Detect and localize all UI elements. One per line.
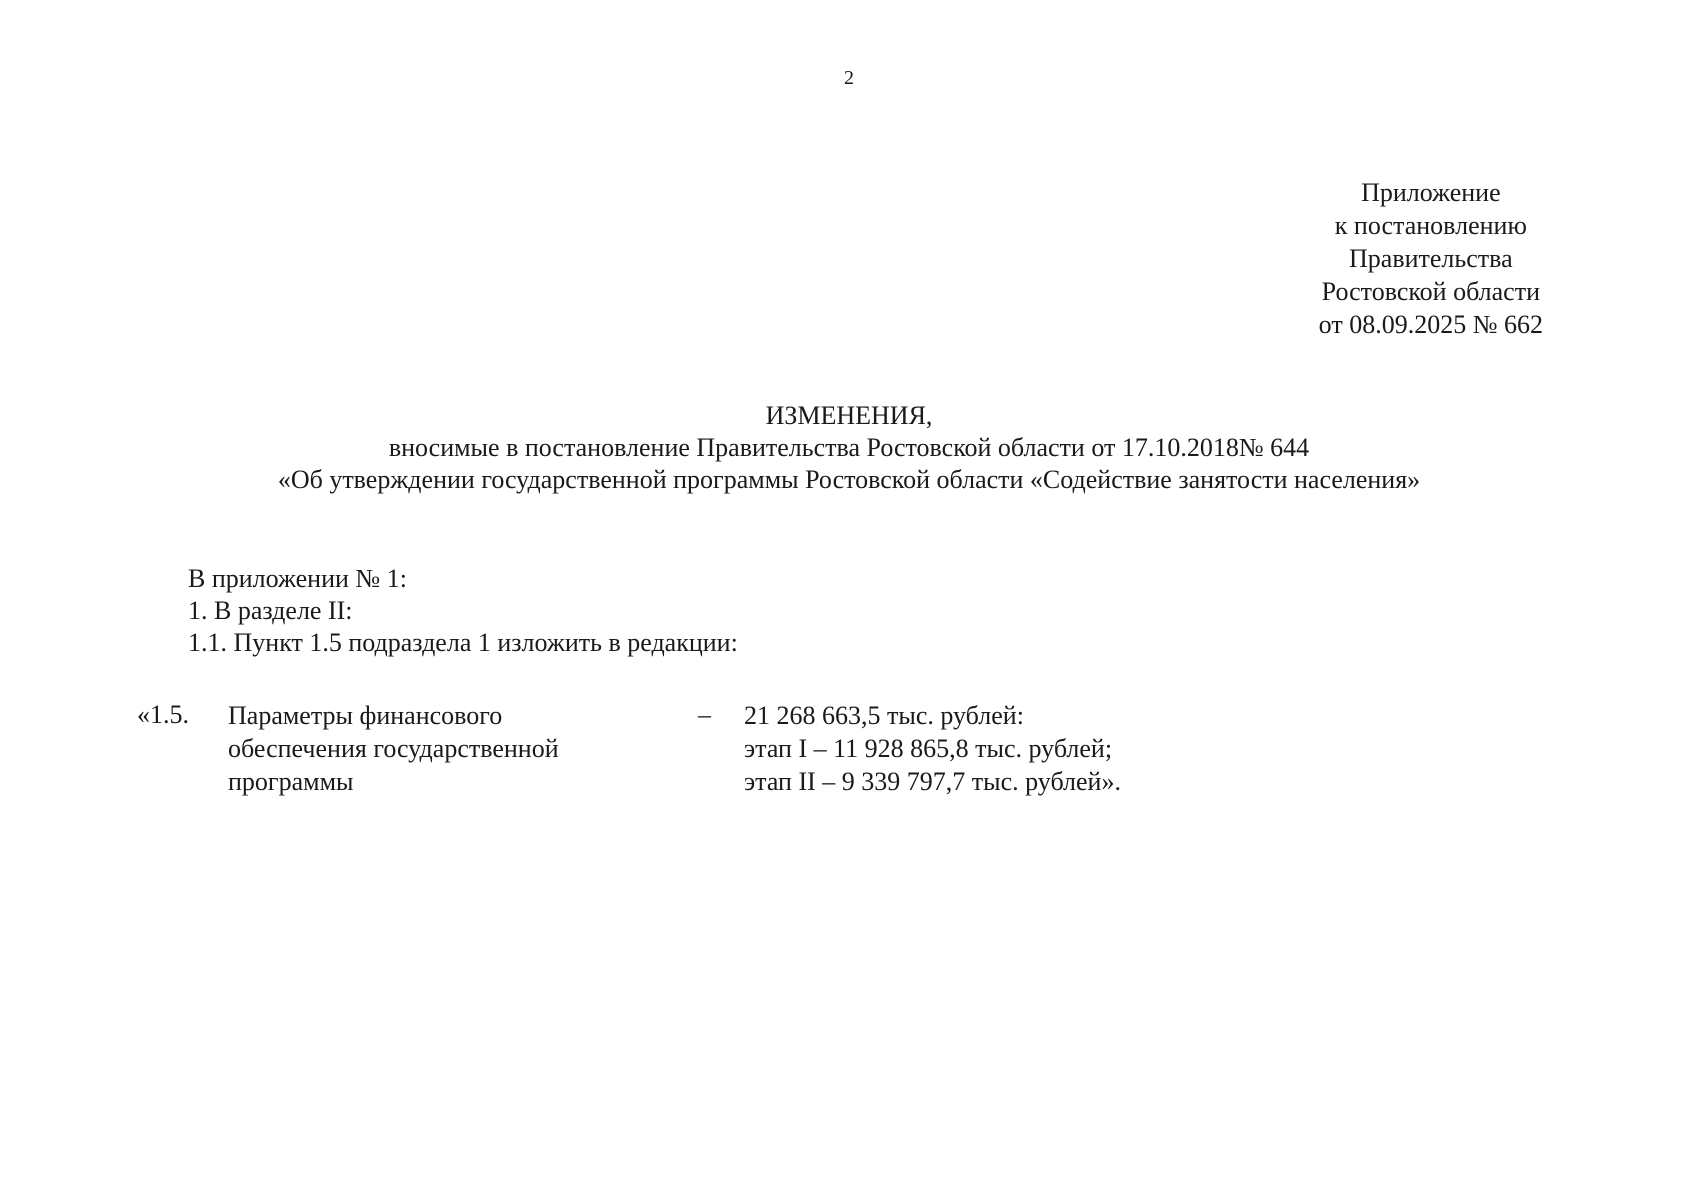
document-title	[0, 400, 1698, 496]
appendix-line: к постановлению	[1334, 211, 1527, 240]
appendix-line: Правительства	[1349, 244, 1513, 273]
item-dash: –	[698, 700, 711, 729]
item-financing-values	[744, 699, 1121, 798]
parameter-line: обеспечения государственной	[228, 734, 559, 763]
parameter-line: Параметры финансового	[228, 701, 503, 730]
body-line: 1.1. Пункт 1.5 подраздела 1 изложить в редакции:	[188, 628, 738, 657]
amendment-instructions	[188, 563, 738, 659]
item-number: «1.5.	[137, 700, 189, 729]
item-parameter-name	[228, 699, 559, 798]
appendix-line: Ростовской области	[1321, 277, 1540, 306]
appendix-line: Приложение	[1361, 178, 1501, 207]
value-total: 21 268 663,5 тыс. рублей:	[744, 701, 1024, 730]
page-number: 2	[844, 67, 854, 89]
appendix-approval-block	[1319, 176, 1543, 341]
value-stage-2: этап II – 9 339 797,7 тыс. рублей».	[744, 767, 1121, 796]
title-heading: ИЗМЕНЕНИЯ,	[765, 401, 933, 430]
title-subtitle: вносимые в постановление Правительства Ростовской области от 17.10.2018№ 644	[388, 433, 1310, 462]
value-stage-1: этап I – 11 928 865,8 тыс. рублей;	[744, 734, 1113, 763]
body-line: В приложении № 1:	[188, 564, 407, 593]
parameter-line: программы	[228, 767, 354, 796]
body-line: 1. В разделе II:	[188, 596, 353, 625]
title-program-name: «Об утверждении государственной программы Ростовской области «Содействие занятости населения»	[277, 465, 1421, 494]
appendix-date-number: от 08.09.2025 № 662	[1318, 310, 1543, 339]
